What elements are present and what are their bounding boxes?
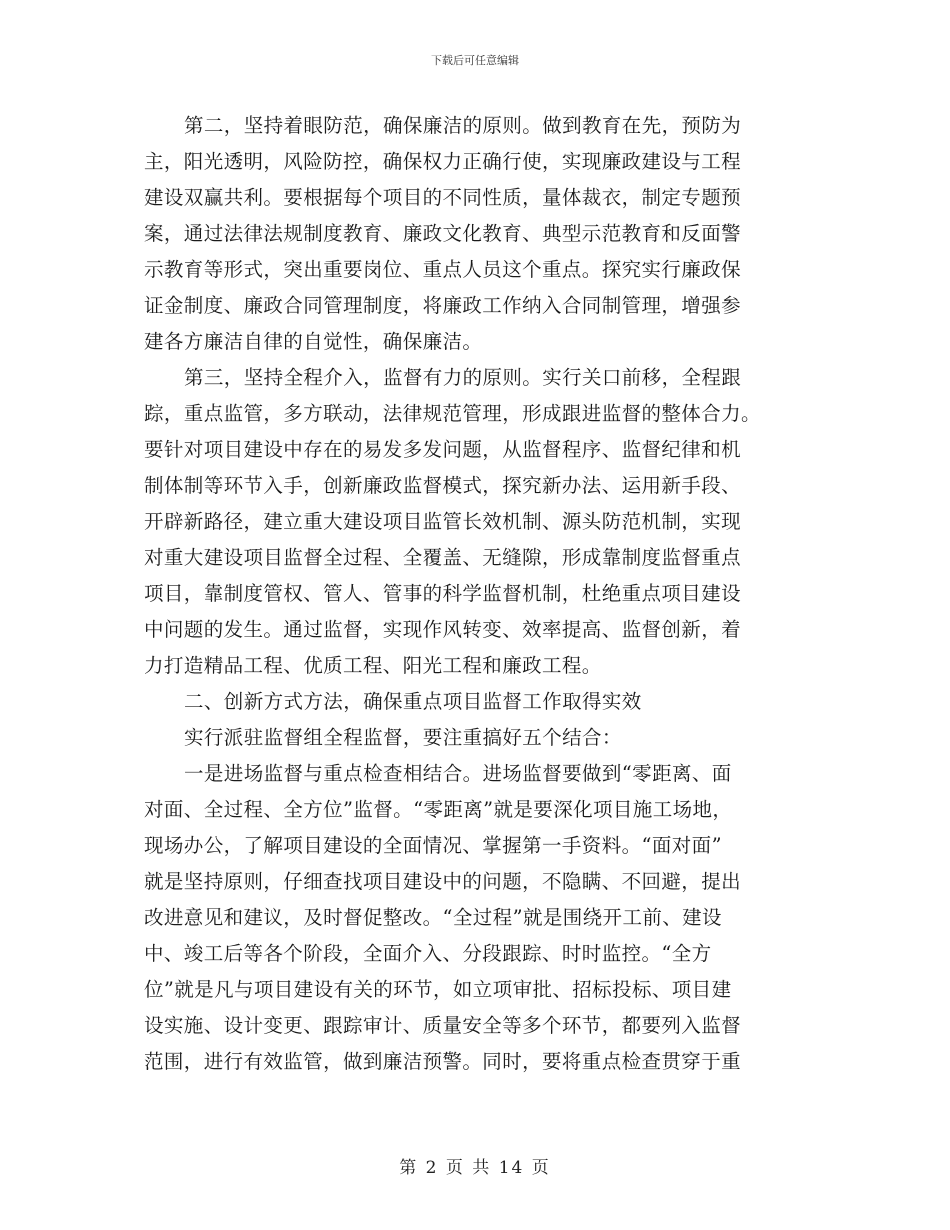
text-line: 示教育等形式，突出重要岗位、重点人员这个重点。探究实行廉政保 — [144, 258, 742, 281]
text-line: 设实施、设计变更、跟踪审计、质量安全等多个环节，都要列入监督 — [144, 1014, 742, 1037]
text-line: 证金制度、廉政合同管理制度，将廉政工作纳入合同制管理，增强参 — [144, 294, 742, 317]
text-line: 案，通过法律法规制度教育、廉政文化教育、典型示范教育和反面警 — [144, 222, 742, 245]
text-line: 第三，坚持全程介入，监督有力的原则。实行关口前移，全程跟 — [184, 366, 742, 389]
text-line: 实行派驻监督组全程监督，要注重搞好五个结合： — [184, 726, 622, 749]
text-line: 制体制等环节入手，创新廉政监督模式，探究新办法、运用新手段、 — [144, 474, 742, 497]
text-line: 项目，靠制度管权、管人、管事的科学监督机制，杜绝重点项目建设 — [144, 582, 742, 605]
text-line: 位”就是凡与项目建设有关的环节，如立项审批、招标投标、项目建 — [144, 978, 732, 1001]
text-line: 就是坚持原则，仔细查找项目建设中的问题，不隐瞒、不回避，提出 — [144, 870, 742, 893]
text-line: 对重大建设项目监督全过程、全覆盖、无缝隙，形成靠制度监督重点 — [144, 546, 742, 569]
text-line: 对面、全过程、全方位”监督。“零距离”就是要深化项目施工场地， — [144, 798, 733, 821]
text-line: 建各方廉洁自律的自觉性，确保廉洁。 — [144, 330, 483, 353]
text-line: 改进意见和建议，及时督促整改。“全过程”就是围绕开工前、建设 — [144, 906, 722, 929]
text-line: 主，阳光透明，风险防控，确保权力正确行使，实现廉政建设与工程 — [144, 150, 742, 173]
page-header: 下载后可任意编辑 — [431, 54, 519, 67]
text-line: 开辟新路径，建立重大建设项目监管长效机制、源头防范机制，实现 — [144, 510, 742, 533]
text-line: 建设双赢共利。要根据每个项目的不同性质，量体裁衣，制定专题预 — [144, 186, 742, 209]
text-line: 范围，进行有效监管，做到廉洁预警。同时，要将重点检查贯穿于重 — [144, 1050, 742, 1073]
page-footer: 第 2 页 共 14 页 — [399, 1158, 551, 1178]
text-line: 现场办公，了解项目建设的全面情况、掌握第一手资料。“面对面” — [144, 834, 722, 857]
document-body — [144, 108, 809, 1080]
text-line: 中、竣工后等各个阶段，全面介入、分段跟踪、时时监控。“全方 — [144, 942, 712, 965]
text-line: 要针对项目建设中存在的易发多发问题，从监督程序、监督纪律和机 — [144, 438, 742, 461]
text-line: 第二，坚持着眼防范，确保廉洁的原则。做到教育在先，预防为 — [184, 114, 742, 137]
text-line: 中问题的发生。通过监督，实现作风转变、效率提高、监督创新，着 — [144, 618, 742, 641]
text-line: 踪，重点监管，多方联动，法律规范管理，形成跟进监督的整体合力。 — [144, 402, 761, 425]
text-line: 力打造精品工程、优质工程、阳光工程和廉政工程。 — [144, 654, 602, 677]
text-line: 二、创新方式方法，确保重点项目监督工作取得实效 — [184, 690, 642, 713]
text-line: 一是进场监督与重点检查相结合。进场监督要做到“零距离、面 — [184, 762, 732, 785]
